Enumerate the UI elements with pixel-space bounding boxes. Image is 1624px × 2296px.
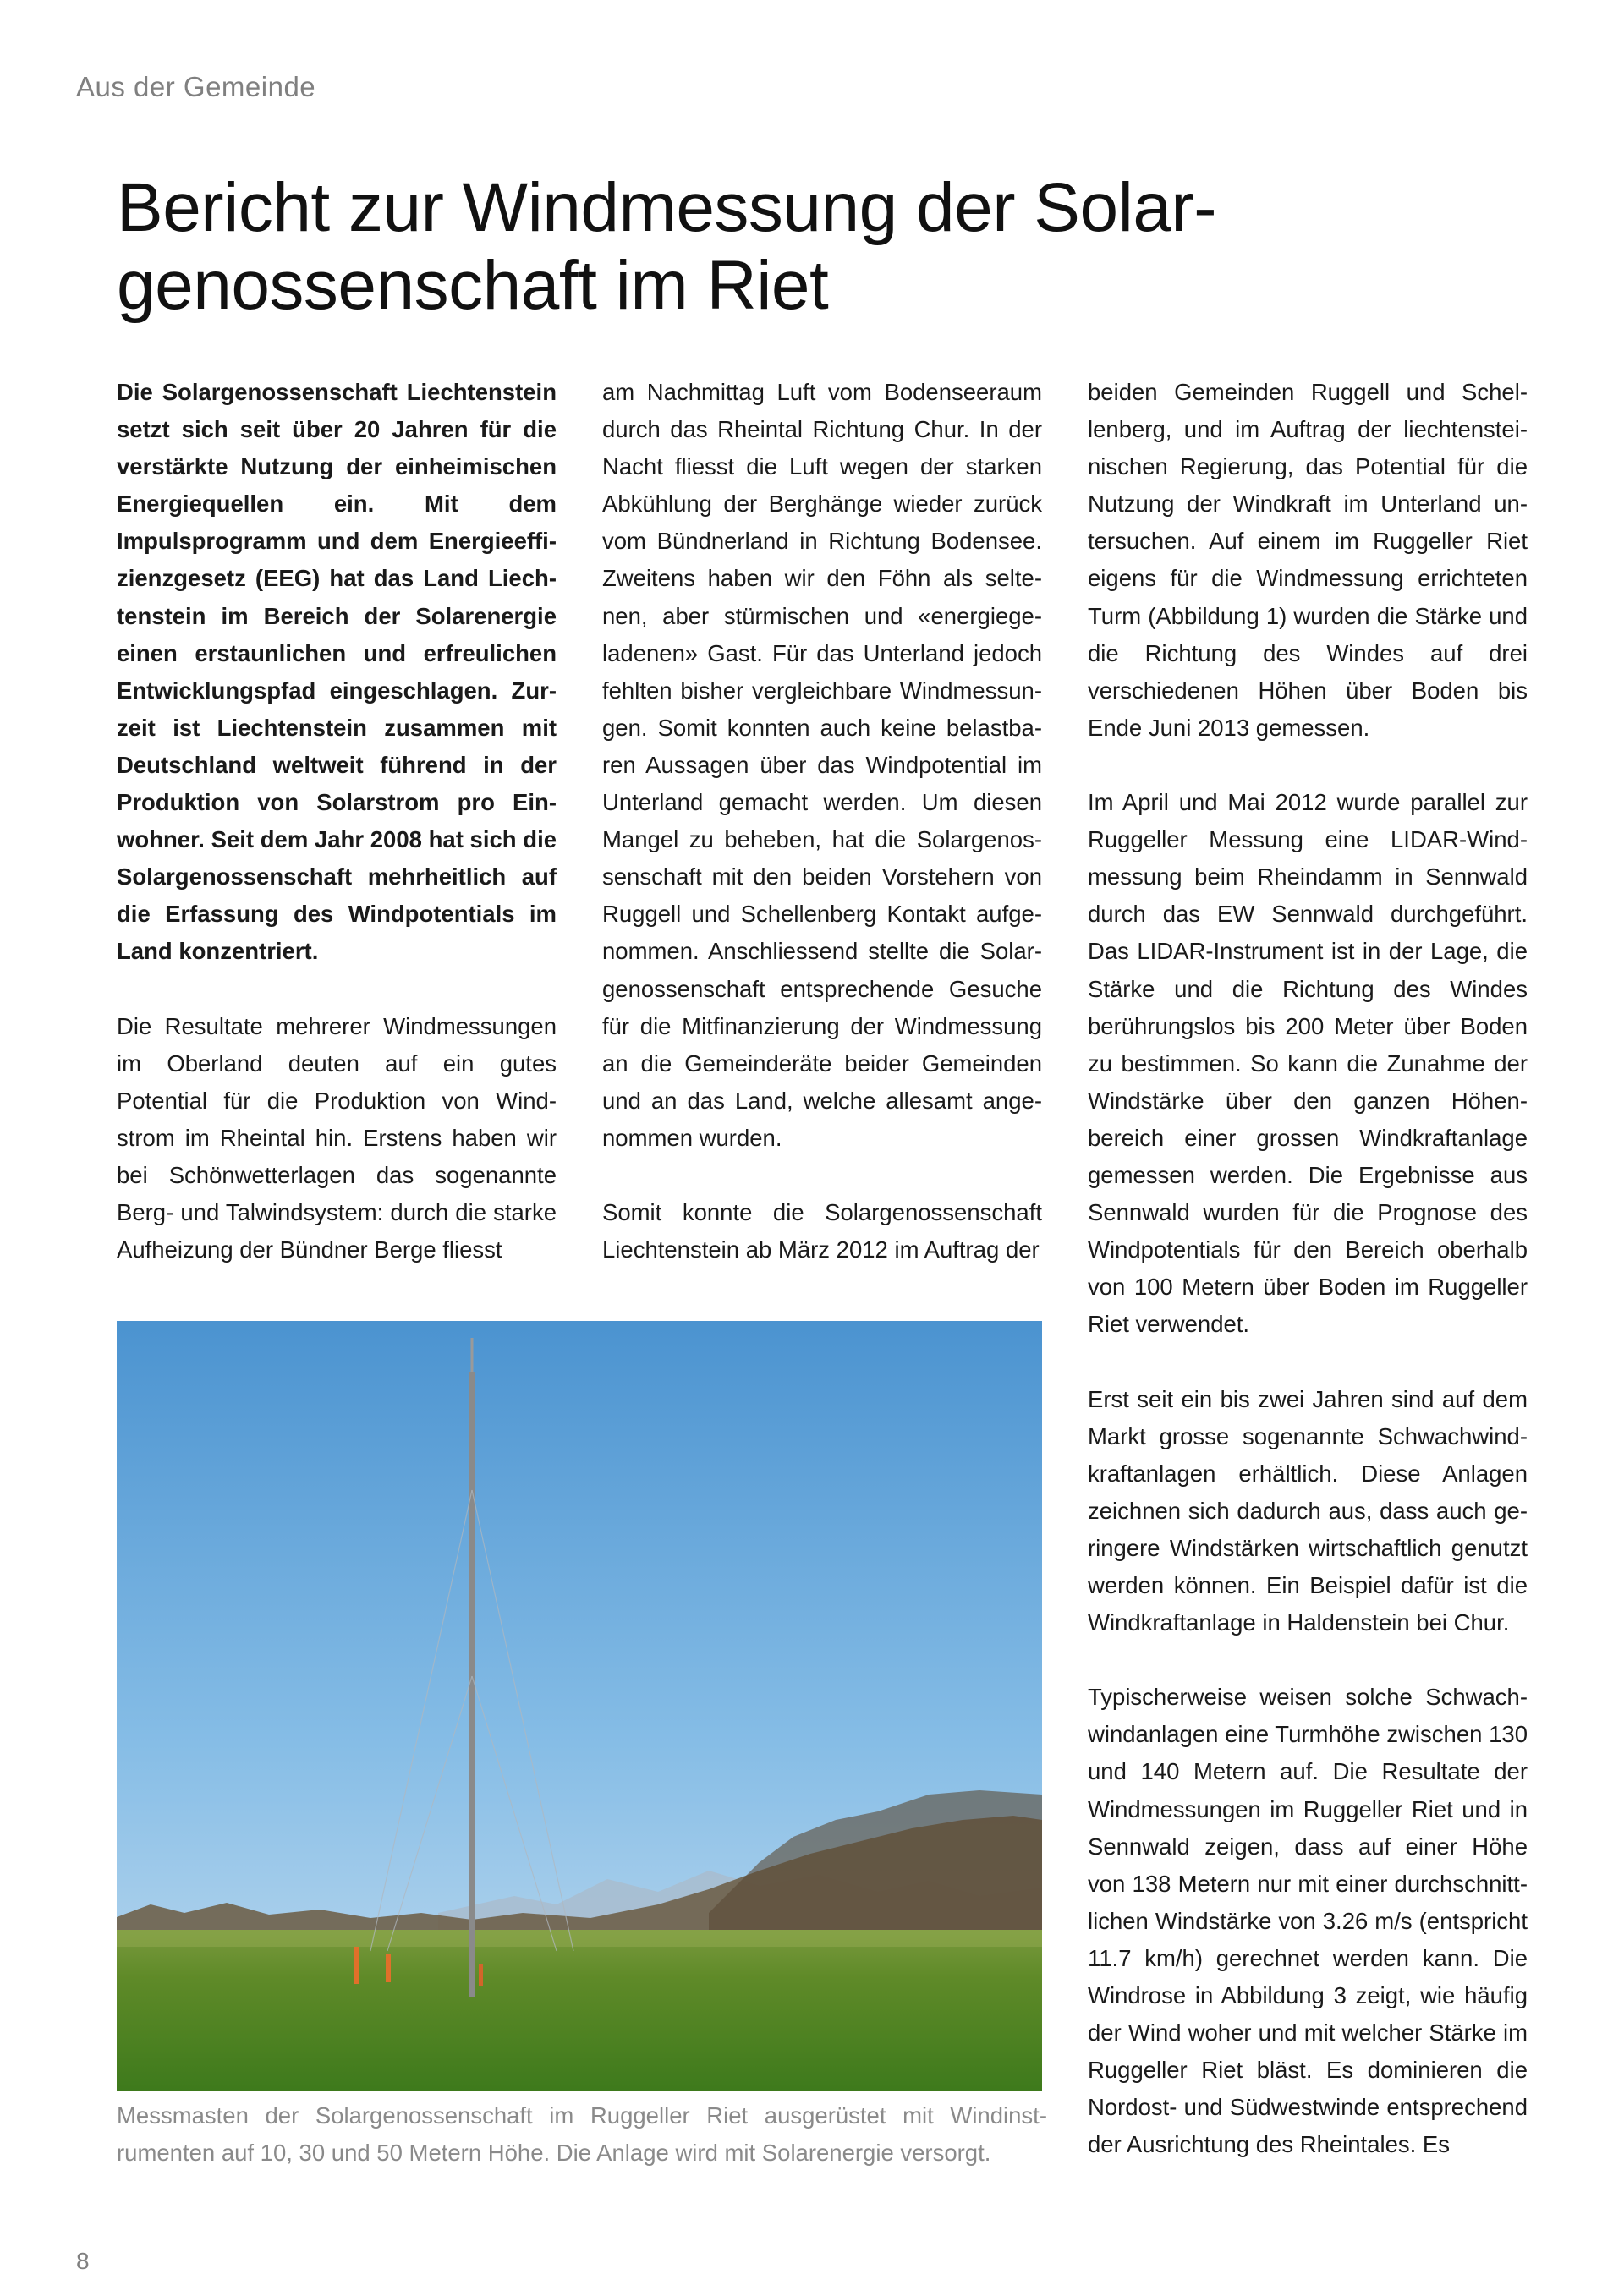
body-paragraph: Die Resultate mehrerer Windmessungen im Oberland deuten auf ein gutes Potential für die Produktion von Windstrom im Rheintal hin. Erstens haben wir bei Schönwetterlagen das sogenannte Berg- und Talwindsystem: durch die starke Aufheizung der Bündner Berge fliesst xyxy=(117,1012,557,1263)
lead-paragraph: Die Solargenossenschaft Liechtenstein setzt sich seit über 20 Jahren für die verstärkte Nutzung der einheimischen Energiequellen ein. Mit dem Impulsprogramm und dem Energieeffizienzgesetz (EEG) hat das Land Liechtenstein im Bereich der Solarenergie einen erstaunlichen und erfreulichen Entwicklungspfad eingeschlagen. Zurzeit ist Liechtenstein zusammen mit Deutschland weltweit führend in der Produktion von Solarstrom pro Einwohner. Seit dem Jahr 2008 hat sich die Solargenossenschaft mehrheitlich auf die Erfassung des Windpotentials im Land konzentriert. xyxy=(117,379,557,965)
article-column-2 xyxy=(602,374,1042,1269)
body-paragraph: am Nachmittag Luft vom Bodenseeraum durch das Rheintal Richtung Chur. In der Nacht fliesst die Luft wegen der starken Abkühlung der Berghänge wieder zurück vom Bündnerland in Richtung Bodensee. Zweitens haben wir den Föhn als seltenen, aber stürmischen und «energiegeladenen» Gast. Für das Unterland jedoch fehlten bisher vergleichbare Windmessungen. Somit konnten auch keine belastbaren Aussagen über das Windpotential im Unterland gemacht werden. Um diesen Mangel zu beheben, hat die Solargenossenschaft mit den beiden Vorstehern von Ruggell und Schellenberg Kontakt aufgenommen. Anschliessend stellte die Solargenossenschaft entsprechende Gesuche für die Mitfinanzierung der Windmessung an die Gemeinderäte beider Gemeinden und an das Land, welche allesamt angenommen wurden. xyxy=(602,379,1042,1151)
body-paragraph: beiden Gemeinden Ruggell und Schellenberg, und im Auftrag der liechtensteinischen Regierung, das Potential für die Nutzung der Windkraft im Unterland untersuchen. Auf einem im Ruggeller Riet eigens für die Windmessung errichteten Turm (Abbildung 1) wurden die Stärke und die Richtung des Windes auf drei verschiedenen Höhen über Boden bis Ende Juni 2013 gemessen. xyxy=(1088,379,1528,741)
article-column-3 xyxy=(1088,374,1528,2164)
section-label: Aus der Gemeinde xyxy=(76,71,316,102)
figure-caption: Messmasten der Solargenossenschaft im Ruggeller Riet ausgerüstet mit Windinstrumenten auf 10, 30 und 50 Metern Höhe. Die Anlage wird mit Solarenergie versorgt. xyxy=(117,2102,1047,2166)
title-line-2: genossenschaft im Riet xyxy=(117,247,829,324)
body-paragraph: Erst seit ein bis zwei Jahren sind auf dem Markt grosse sogenannte Schwachwindkraftanlagen erhältlich. Diese Anlagen zeichnen sich dadurch aus, dass auch geringere Windstärken wirtschaftlich genutzt werden können. Ein Beispiel dafür ist die Windkraftanlage in Haldenstein bei Chur. xyxy=(1088,1385,1528,1636)
page-number: 8 xyxy=(76,2248,90,2274)
body-paragraph: Im April und Mai 2012 wurde parallel zur Ruggeller Messung eine LIDAR-Windmessung beim Rheindamm in Sennwald durch das EW Sennwald durchgeführt. Das LIDAR-Instrument ist in der Lage, die Stärke und die Richtung des Windes berührungslos bis 200 Meter über Boden zu bestimmen. So kann die Zunahme der Windstärke über den ganzen Höhenbereich einer grossen Windkraftanlage gemessen werden. Die Ergebnisse aus Sennwald wurden für die Prognose des Windpotentials für den Bereich oberhalb von 100 Metern über Boden im Ruggeller Riet verwendet. xyxy=(1088,789,1528,1338)
article-column-1 xyxy=(117,374,557,1269)
page-title xyxy=(117,169,1555,325)
body-paragraph: Typischerweise weisen solche Schwachwindanlagen eine Turmhöhe zwischen 130 und 140 Metern auf. Die Resultate der Windmessungen im Ruggeller Riet und in Sennwald zeigen, dass auf einer Höhe von 138 Metern nur mit einer durchschnittlichen Windstärke von 3.26 m/s (entspricht 11.7 km/h) gerechnet werden kann. Die Windrose in Abbildung 3 zeigt, wie häufig der Wind woher und mit welcher Stärke im Ruggeller Riet bläst. Es dominieren die Nordost- und Südwestwinde entsprechend der Ausrichtung des Rheintales. Es xyxy=(1088,1684,1528,2158)
title-line-1: Bericht zur Windmessung der Solar- xyxy=(117,169,1217,246)
body-paragraph: Somit konnte die Solargenossenschaft Liechtenstein ab März 2012 im Auftrag der xyxy=(602,1199,1042,1263)
wind-mast-photo xyxy=(117,1321,1042,2091)
